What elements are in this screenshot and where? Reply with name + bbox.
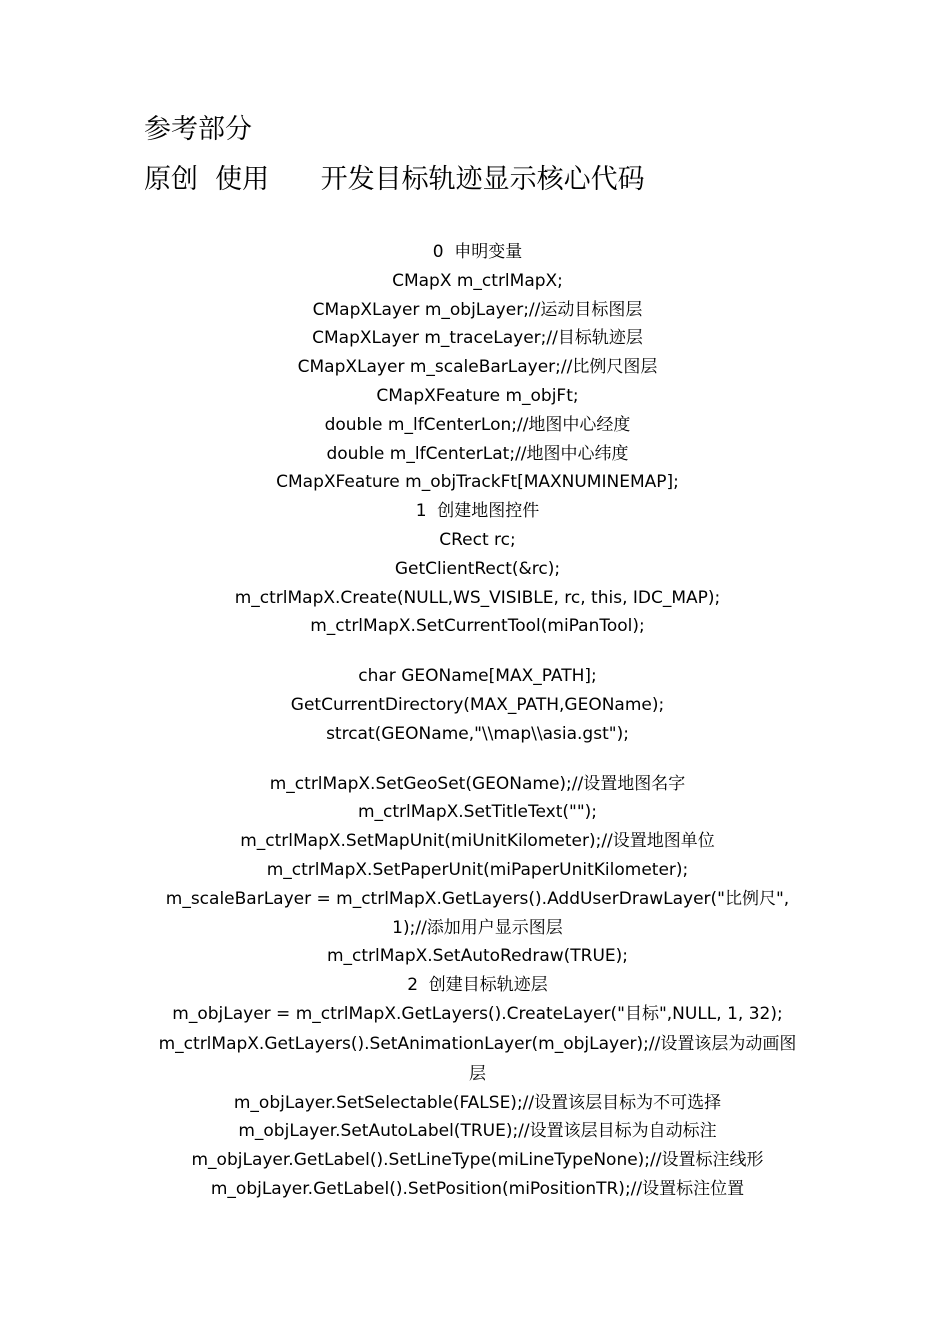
code-line: GetCurrentDirectory(MAX_PATH,GEOName); xyxy=(290,694,665,715)
section-heading: 参考部分 xyxy=(144,114,252,145)
code-line: CMapXLayer m_scaleBarLayer;//比例尺图层 xyxy=(297,357,658,378)
code-line: m_objLayer.GetLabel().SetLineType(miLineTypeNone);//设置标注线形 xyxy=(191,1150,764,1171)
code-line: double m_lfCenterLat;//地图中心纬度 xyxy=(326,443,629,464)
code-line: m_ctrlMapX.SetMapUnit(miUnitKilometer);//设置地图单位 xyxy=(240,831,715,852)
code-line: m_objLayer = m_ctrlMapX.GetLayers().CreateLayer("目标",NULL, 1, 32); xyxy=(172,1003,783,1024)
code-line: m_ctrlMapX.SetCurrentTool(miPanTool); xyxy=(310,616,645,637)
code-line: m_objLayer.SetSelectable(FALSE);//设置该层目标为不可选择 xyxy=(233,1092,722,1113)
code-line: 2 创建目标轨迹层 xyxy=(407,975,548,996)
code-line: CMapXLayer m_traceLayer;//目标轨迹层 xyxy=(312,328,643,349)
code-line: CMapXFeature m_objFt; xyxy=(376,385,579,406)
code-line: 层 xyxy=(469,1063,486,1084)
blank-line xyxy=(140,749,815,770)
article-title: 原创 使用 开发目标轨迹显示核心代码 xyxy=(144,164,645,195)
code-block xyxy=(140,238,815,1204)
code-line: strcat(GEOName,"\\map\\asia.gst"); xyxy=(326,723,629,744)
code-line: m_objLayer.SetAutoLabel(TRUE);//设置该层目标为自动标注 xyxy=(238,1121,717,1142)
code-line: CMapXLayer m_objLayer;//运动目标图层 xyxy=(312,299,643,320)
code-line: CRect rc; xyxy=(439,529,516,550)
code-line: CMapX m_ctrlMapX; xyxy=(392,270,563,291)
code-line: 1 创建地图控件 xyxy=(415,501,540,522)
code-line: GetClientRect(&rc); xyxy=(394,558,561,579)
code-line: m_ctrlMapX.SetPaperUnit(miPaperUnitKilometer); xyxy=(266,859,689,880)
code-line: m_ctrlMapX.Create(NULL,WS_VISIBLE, rc, this, IDC_MAP); xyxy=(234,587,721,608)
code-line: m_scaleBarLayer = m_ctrlMapX.GetLayers().AddUserDrawLayer("比例尺", xyxy=(165,888,790,909)
code-line: m_ctrlMapX.GetLayers().SetAnimationLayer(m_objLayer);//设置该层为动画图 xyxy=(158,1033,797,1054)
blank-line xyxy=(140,641,815,662)
code-line: 0 申明变量 xyxy=(432,242,523,262)
code-line: double m_lfCenterLon;//地图中心经度 xyxy=(324,414,631,435)
code-line: m_ctrlMapX.SetAutoRedraw(TRUE); xyxy=(326,946,629,967)
code-line: 1);//添加用户显示图层 xyxy=(392,917,563,938)
code-line: m_objLayer.GetLabel().SetPosition(miPositionTR);//设置标注位置 xyxy=(210,1178,745,1199)
code-line: char GEOName[MAX_PATH]; xyxy=(358,666,597,687)
code-line: CMapXFeature m_objTrackFt[MAXNUMINEMAP]; xyxy=(276,472,679,493)
code-line: m_ctrlMapX.SetGeoSet(GEOName);//设置地图名字 xyxy=(269,773,686,794)
code-line: m_ctrlMapX.SetTitleText(""); xyxy=(357,802,598,823)
